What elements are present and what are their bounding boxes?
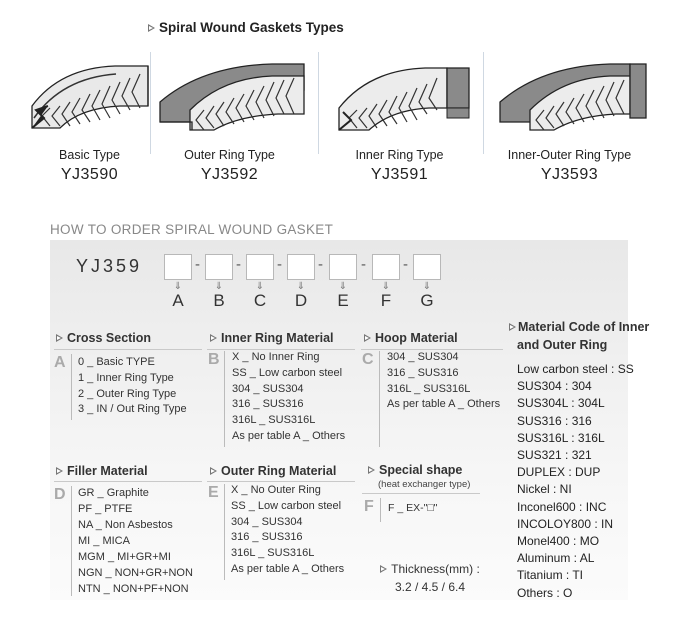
filler-list xyxy=(78,485,193,597)
type-code: YJ3592 xyxy=(200,166,259,183)
list-item: 3 _ IN / Out Ring Type xyxy=(78,403,187,416)
section-vline xyxy=(71,354,72,420)
code-dash: - xyxy=(236,256,241,273)
code-dash: - xyxy=(361,256,366,273)
type-code: YJ3593 xyxy=(540,166,599,183)
list-item: SS _ Low carbon steel xyxy=(232,366,343,379)
list-item: 304 _ SUS304 xyxy=(232,382,304,395)
list-item: NA _ Non Asbestos xyxy=(78,519,173,531)
triangle-bullet-icon xyxy=(56,467,63,476)
list-item: NTN _ NON+PF+NON xyxy=(78,583,189,595)
list-item: X _ No Outer Ring xyxy=(231,484,321,496)
cross-section-list xyxy=(78,355,187,418)
triangle-bullet-icon xyxy=(380,565,387,574)
type-code: YJ3591 xyxy=(370,166,429,183)
list-item: SUS316L : 316L xyxy=(517,430,605,445)
basic-gasket-icon xyxy=(20,48,160,140)
list-item: SUS321 : 321 xyxy=(517,448,592,463)
code-letter: A xyxy=(172,291,184,310)
material-code-list xyxy=(517,361,634,602)
code-dash: - xyxy=(277,256,282,273)
list-item: 316 _ SUS316 xyxy=(231,531,303,544)
type-inner-ring xyxy=(322,48,477,198)
list-item: Inconel600 : INC xyxy=(517,499,607,514)
list-item: NGN _ NON+GR+NON xyxy=(78,567,193,579)
list-item: PF _ PTFE xyxy=(78,503,133,515)
section-rule xyxy=(207,481,355,482)
code-letter: F xyxy=(380,291,392,310)
code-box-f xyxy=(372,254,400,280)
thickness-block xyxy=(380,560,480,596)
list-item: DUPLEX : DUP xyxy=(517,465,601,480)
section-vline xyxy=(71,486,72,596)
hoop-list xyxy=(387,350,500,413)
section-letter: D xyxy=(54,486,66,503)
list-item: SUS304L : 304L xyxy=(517,396,605,411)
code-letter: G xyxy=(420,291,434,310)
triangle-bullet-icon xyxy=(210,334,217,343)
list-item: SUS316 : 316 xyxy=(517,413,592,428)
special-shape-list xyxy=(388,501,437,517)
thickness-values: 3.2 / 4.5 / 6.4 xyxy=(394,580,466,594)
material-code-title: Material Code of Inner and Outer Ring xyxy=(509,318,649,354)
list-item: SS _ Low carbon steel xyxy=(231,499,342,512)
list-item: As per table A _ Others xyxy=(387,398,501,411)
types-title: Spiral Wound Gaskets Types xyxy=(148,20,344,35)
order-prefix: YJ359 xyxy=(76,256,143,276)
list-item: Monel400 : MO xyxy=(517,534,600,549)
list-item: 316L _ SUS316L xyxy=(387,382,471,395)
triangle-bullet-icon xyxy=(56,334,63,343)
type-separator xyxy=(318,52,319,154)
filler-title: Filler Material xyxy=(56,464,148,478)
list-item: 316 _ SUS316 xyxy=(387,366,459,379)
down-arrow-icon: ⇓ xyxy=(296,281,306,292)
list-item: 304 _ SUS304 xyxy=(231,515,303,528)
list-item: 304 _ SUS304 xyxy=(387,351,459,363)
hoop-title: Hoop Material xyxy=(364,331,458,345)
list-item: As per table A _ Others xyxy=(232,429,346,442)
code-letter: C xyxy=(253,291,267,310)
section-rule xyxy=(362,493,480,494)
list-item: X _ No Inner Ring xyxy=(232,351,320,363)
code-letter: B xyxy=(213,291,225,310)
section-letter: B xyxy=(208,351,220,368)
section-vline xyxy=(224,484,225,580)
code-dash: - xyxy=(195,256,200,273)
list-item: INCOLOY800 : IN xyxy=(517,516,614,531)
section-rule xyxy=(54,481,202,482)
code-dash: - xyxy=(403,256,408,273)
list-item: 1 _ Inner Ring Type xyxy=(78,371,174,384)
inner-ring-list xyxy=(232,350,345,445)
special-shape-subtitle: (heat exchanger type) xyxy=(378,479,471,490)
list-item: Titanium : TI xyxy=(517,568,584,583)
type-separator xyxy=(483,52,484,154)
list-item: MGM _ MI+GR+MI xyxy=(78,551,171,563)
list-item: 316L _ SUS316L xyxy=(232,414,316,427)
section-vline xyxy=(224,351,225,447)
down-arrow-icon: ⇓ xyxy=(214,281,224,292)
code-box-b xyxy=(205,254,233,280)
list-item: Aluminum : AL xyxy=(517,551,595,566)
outer-ring-title: Outer Ring Material xyxy=(210,464,336,478)
list-item: As per table A _ Others xyxy=(231,562,345,575)
list-item: Others : O xyxy=(517,585,573,600)
triangle-bullet-icon xyxy=(364,334,371,343)
list-item: 316L _ SUS316L xyxy=(231,547,315,560)
list-item: 0 _ Basic TYPE xyxy=(78,356,155,368)
thickness-label: Thickness(mm) : xyxy=(380,560,480,578)
triangle-bullet-icon xyxy=(368,466,375,475)
section-vline xyxy=(380,498,381,522)
cross-section-title: Cross Section xyxy=(56,331,151,345)
list-item: Low carbon steel : SS xyxy=(517,362,634,376)
order-title: HOW TO ORDER SPIRAL WOUND GASKET xyxy=(50,222,334,237)
type-name: Inner Ring Type xyxy=(355,148,444,162)
section-letter: A xyxy=(54,354,66,371)
code-letter: D xyxy=(294,291,308,310)
code-box-c xyxy=(246,254,274,280)
code-box-g xyxy=(413,254,441,280)
type-name: Inner-Outer Ring Type xyxy=(507,148,632,162)
down-arrow-icon: ⇓ xyxy=(381,281,391,292)
outer-ring-list xyxy=(231,483,344,578)
section-letter: C xyxy=(362,351,374,368)
triangle-bullet-icon xyxy=(210,467,217,476)
triangle-bullet-icon xyxy=(148,24,155,33)
section-letter: E xyxy=(208,484,219,501)
list-item: GR _ Graphite xyxy=(78,487,149,499)
type-basic xyxy=(12,48,167,198)
section-letter: F xyxy=(364,498,374,515)
down-arrow-icon: ⇓ xyxy=(338,281,348,292)
list-item: 316 _ SUS316 xyxy=(232,398,304,411)
list-item: SUS304 : 304 xyxy=(517,379,592,394)
section-rule xyxy=(54,349,202,350)
type-inner-outer-ring xyxy=(492,48,647,198)
inner-ring-title: Inner Ring Material xyxy=(210,331,334,345)
list-item: F _ EX-"□" xyxy=(388,502,438,514)
down-arrow-icon: ⇓ xyxy=(255,281,265,292)
special-shape-title: Special shape xyxy=(368,463,462,477)
down-arrow-icon: ⇓ xyxy=(173,281,183,292)
list-item: 2 _ Outer Ring Type xyxy=(78,387,177,400)
down-arrow-icon: ⇓ xyxy=(422,281,432,292)
outer-ring-gasket-icon xyxy=(152,48,312,140)
inner-ring-gasket-icon xyxy=(325,48,475,140)
list-item: Nickel : NI xyxy=(517,482,572,497)
triangle-bullet-icon xyxy=(509,323,516,332)
code-box-a xyxy=(164,254,192,280)
list-item: MI _ MICA xyxy=(78,535,130,547)
inner-outer-ring-gasket-icon xyxy=(492,48,652,140)
code-box-d xyxy=(287,254,315,280)
type-name: Basic Type xyxy=(59,148,120,162)
type-code: YJ3590 xyxy=(60,166,119,183)
type-name: Outer Ring Type xyxy=(184,148,275,162)
section-vline xyxy=(379,351,380,447)
type-outer-ring xyxy=(152,48,307,198)
code-dash: - xyxy=(318,256,323,273)
code-letter: E xyxy=(337,291,349,310)
code-box-e xyxy=(329,254,357,280)
